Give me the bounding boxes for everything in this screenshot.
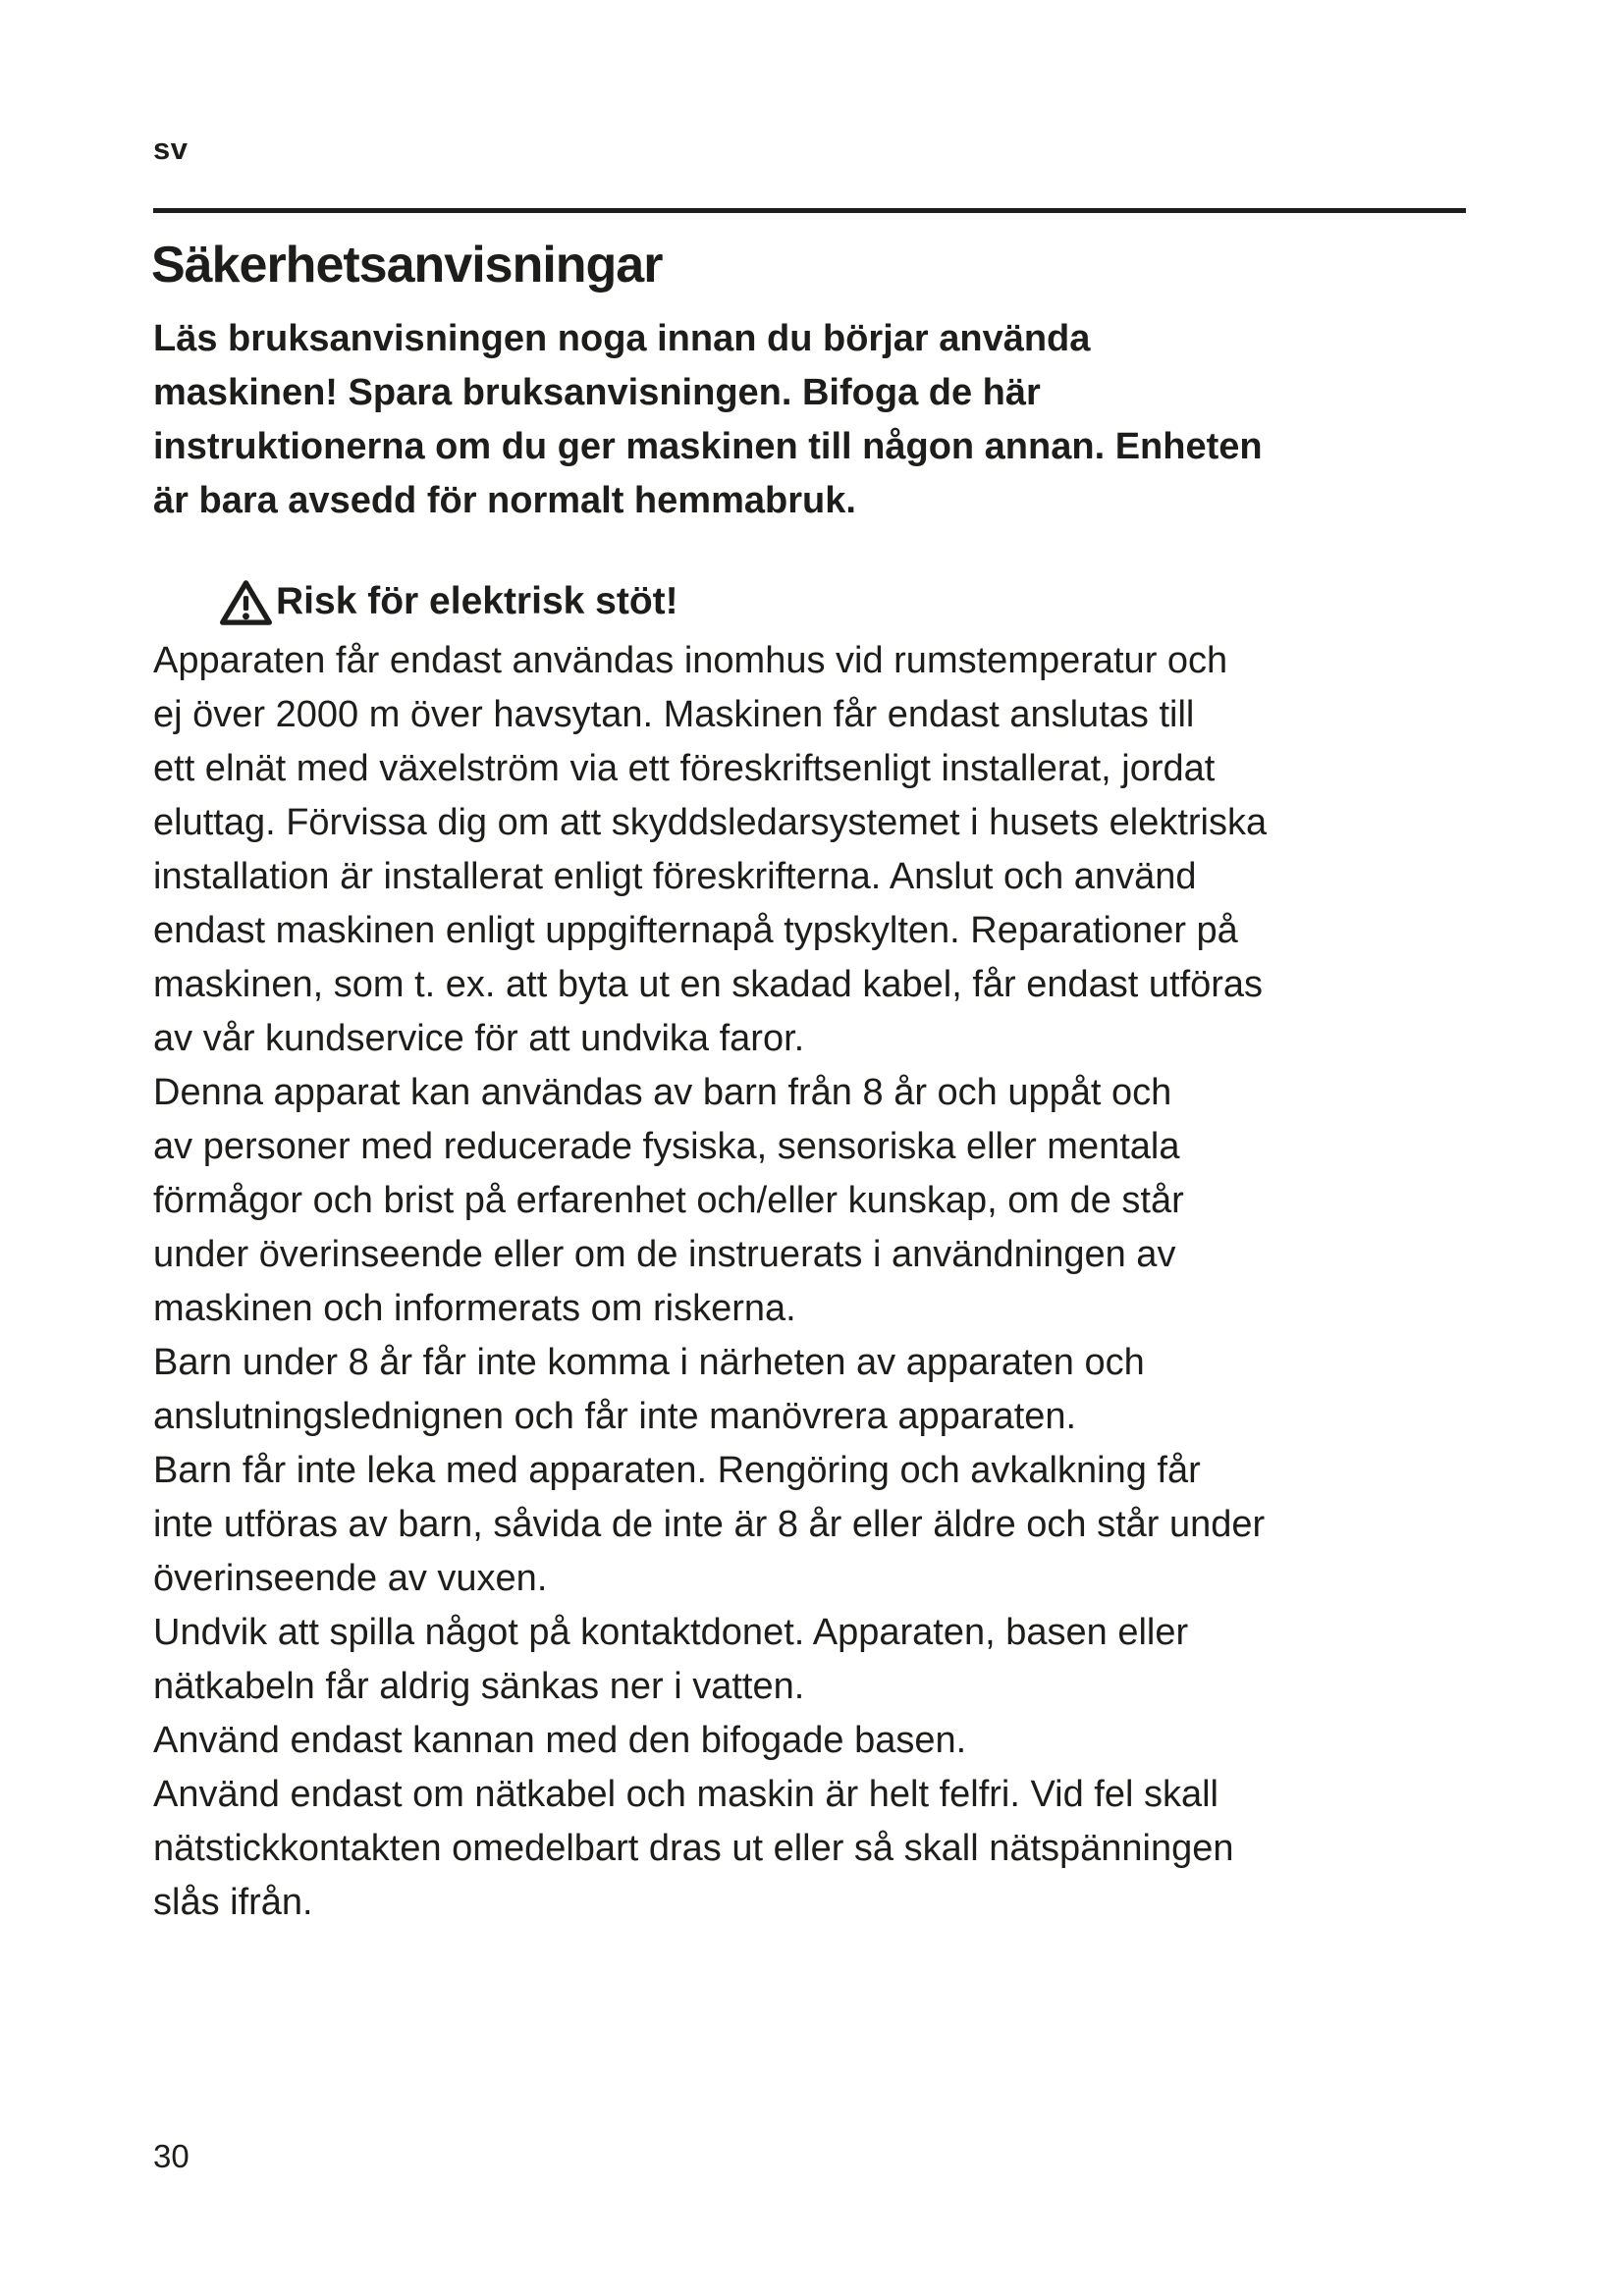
intro-line: instruktionerna om du ger maskinen till någon annan. Enheten [153,426,1263,467]
intro-line: är bara avsedd för normalt hemmabruk. [153,480,856,521]
body-line: eluttag. Förvissa dig om att skyddsledarsystemet i husets elektriska [153,802,1268,843]
intro-line: Läs bruksanvisningen noga innan du börjar använda [153,318,1091,359]
body-line: Barn under 8 år får inte komma i närheten av apparaten och [153,1342,1145,1383]
warning-heading [220,574,678,628]
body-line: Barn får inte leka med apparaten. Rengöring och avkalkning får [153,1450,1201,1491]
body-line: nätkabeln får aldrig sänkas ner i vatten. [153,1666,805,1707]
body-line: Denna apparat kan användas av barn från 8 år och uppåt och [153,1072,1172,1113]
warning-heading-label: Risk för elektrisk stöt! [276,580,678,622]
body-line: ej över 2000 m över havsytan. Maskinen får endast anslutas till [153,694,1195,735]
body-line: Använd endast kannan med den bifogade basen. [153,1720,967,1761]
body-line: endast maskinen enligt uppgifternapå typskylten. Reparationer på [153,910,1238,951]
language-label: sv [153,132,189,166]
body-line: anslutningslednignen och får inte manövrera apparaten. [153,1396,1077,1437]
body-line: under överinseende eller om de instruerats i användningen av [153,1234,1176,1275]
body-line: maskinen, som t. ex. att byta ut en skadad kabel, får endast utföras [153,964,1264,1005]
body-line: förmågor och brist på erfarenhet och/eller kunskap, om de står [153,1180,1184,1221]
body-line: maskinen och informerats om riskerna. [153,1288,796,1329]
intro-line: maskinen! Spara bruksanvisningen. Bifoga de här [153,372,1041,413]
body-line: nätstickkontakten omedelbart dras ut eller så skall nätspänningen [153,1828,1234,1869]
page-number: 30 [153,2138,189,2174]
body-line: av personer med reducerade fysiska, sensoriska eller mentala [153,1126,1180,1167]
body-line: ett elnät med växelström via ett föreskriftsenligt installerat, jordat [153,748,1216,789]
body-line: installation är installerat enligt föreskrifterna. Anslut och använd [153,856,1197,897]
intro-paragraph [153,312,1263,528]
divider-rule [153,208,1466,213]
body-line: överinseende av vuxen. [153,1558,548,1599]
body-line: inte utföras av barn, såvida de inte är 8 år eller äldre och står under [153,1504,1266,1545]
body-line: av vår kundservice för att undvika faror. [153,1018,805,1059]
page-title: Säkerhetsanvisningar [151,237,663,294]
body-line: slås ifrån. [153,1882,313,1923]
body-paragraph [153,634,1267,1930]
warning-triangle-icon [220,579,272,626]
body-line: Apparaten får endast användas inomhus vid rumstemperatur och [153,640,1228,681]
body-line: Undvik att spilla något på kontaktdonet. Apparaten, basen eller [153,1612,1189,1653]
body-line: Använd endast om nätkabel och maskin är helt felfri. Vid fel skall [153,1774,1218,1815]
